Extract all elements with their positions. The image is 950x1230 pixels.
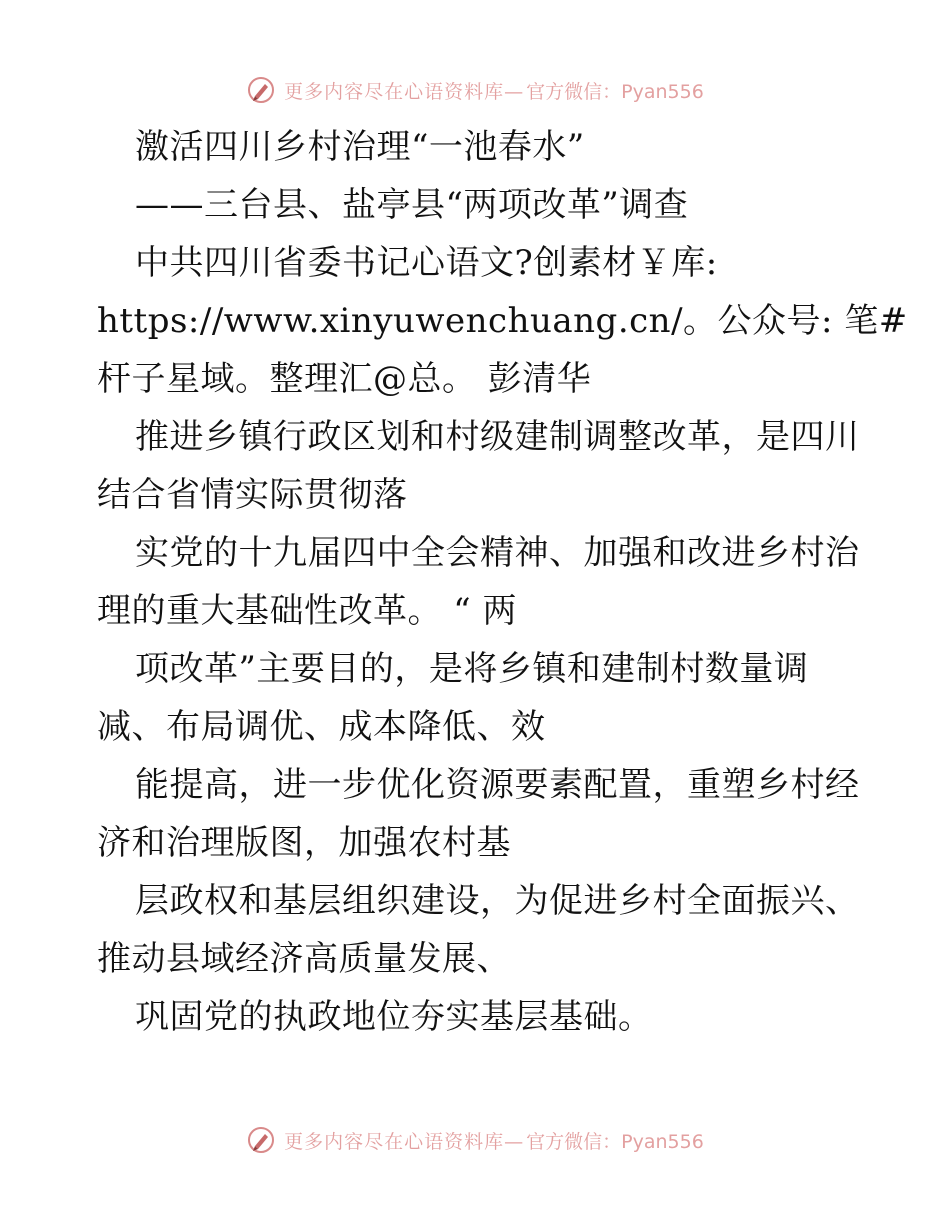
document-body <box>97 118 908 1046</box>
doc-title: 激活四川乡村治理“一池春水” <box>135 127 585 167</box>
doc-line: 济和治理版图，加强农村基 <box>97 823 511 863</box>
doc-line: 能提高，进一步优化资源要素配置，重塑乡村经 <box>135 765 860 805</box>
doc-line: 巩固党的执政地位夯实基层基础。 <box>135 997 653 1037</box>
doc-line: 推动县域经济高质量发展、 <box>97 939 511 979</box>
doc-line: 理的重大基础性改革。 “ 两 <box>97 591 517 631</box>
doc-line: 减、布局调优、成本降低、效 <box>97 707 546 747</box>
footer-watermark <box>0 1120 950 1160</box>
banner-wechat-text: 官方微信：Pyan556 <box>526 80 704 103</box>
doc-line: 杆子星域。整理汇@总。 彭清华 <box>97 359 592 399</box>
doc-subtitle: ——三台县、盐亭县“两项改革”调查 <box>135 185 689 225</box>
doc-line: https://www.xinyuwenchuang.cn/。公众号: 笔# <box>97 301 908 341</box>
doc-line: 中共四川省委书记心语文?创素材￥库: <box>135 243 718 283</box>
pen-logo-icon <box>246 75 276 105</box>
banner-main-text: 更多内容尽在心语资料库— <box>284 80 525 103</box>
doc-line: 项改革”主要目的，是将乡镇和建制村数量调 <box>135 649 809 689</box>
doc-line: 结合省情实际贯彻落 <box>97 475 408 515</box>
pen-logo-icon <box>246 1125 276 1155</box>
banner-main-text: 更多内容尽在心语资料库— <box>284 1130 525 1153</box>
header-watermark <box>0 70 950 110</box>
banner-wechat-text: 官方微信：Pyan556 <box>526 1130 704 1153</box>
doc-line: 实党的十九届四中全会精神、加强和改进乡村治 <box>135 533 860 573</box>
doc-line: 层政权和基层组织建设，为促进乡村全面振兴、 <box>135 881 860 921</box>
doc-line: 推进乡镇行政区划和村级建制调整改革，是四川 <box>135 417 860 457</box>
